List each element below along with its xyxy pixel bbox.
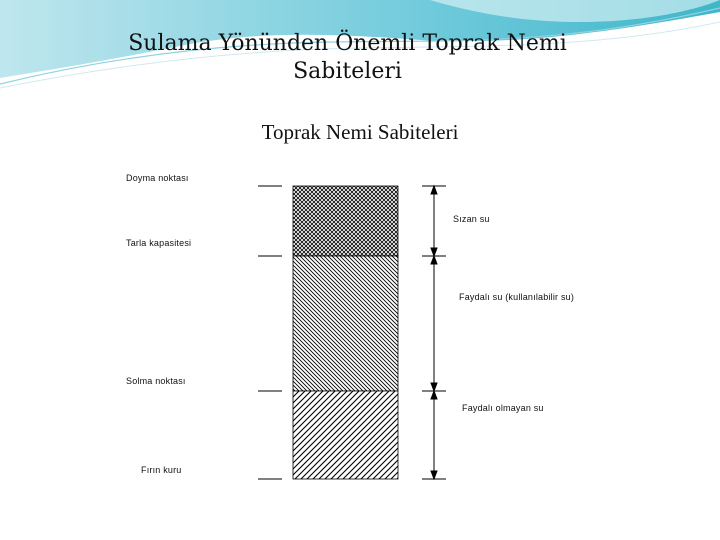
label-oven-dry: Fırın kuru <box>141 465 182 475</box>
zone-available-water <box>293 256 398 391</box>
arrow-total <box>431 391 437 479</box>
label-wilting-point: Solma noktası <box>126 376 186 386</box>
label-field-capacity: Tarla kapasitesi <box>126 238 192 248</box>
label-gravitational-water: Sızan su <box>453 214 490 224</box>
slide-title-line-1: Sulama Yönünden Önemli Toprak Nemi <box>128 31 567 56</box>
label-unavailable-water: Faydalı olmayan su <box>462 403 544 413</box>
label-available-water: Faydalı su (kullanılabilir su) <box>459 292 575 302</box>
diagram-title: Toprak Nemi Sabiteleri <box>261 120 459 144</box>
label-saturation: Doyma noktası <box>126 173 189 183</box>
zone-gravitational-water <box>293 186 398 256</box>
slide-title-line-2: Sabiteleri <box>293 59 402 84</box>
arrow-available <box>431 256 437 391</box>
zone-unavailable-water <box>293 391 398 479</box>
arrow-gravitational <box>431 186 437 256</box>
